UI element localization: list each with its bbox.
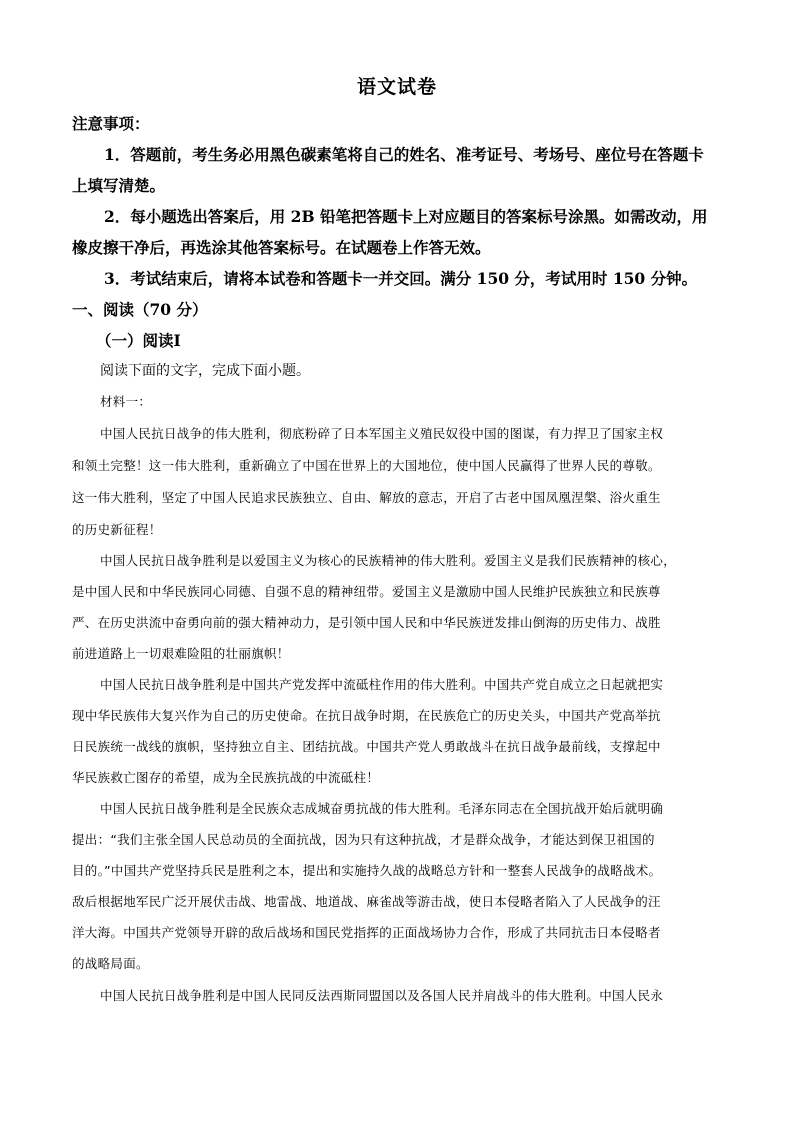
passage-line: 的历史新征程！	[72, 522, 162, 537]
passage-line: 现中华民族伟大复兴作为自己的历史使命。在抗日战争时期，在民族危亡的历史关头，中国共产党高举抗	[72, 708, 661, 723]
notice-line: 3．考试结束后，请将本试卷和答题卡一并交回。满分 150 分，考试用时 150 分钟。	[104, 269, 698, 288]
document-title: 语文试卷	[356, 76, 437, 98]
passage-line: 和领土完整！这一伟大胜利，重新确立了中国在世界上的大国地位，使中国人民赢得了世界人民的尊敬。	[72, 458, 661, 473]
passage-line: 是中国人民和中华民族同心同德、自强不息的精神纽带。爱国主义是激励中国人民维护民族独立和民族尊	[72, 584, 661, 599]
material-label: 材料一：	[100, 394, 152, 409]
notice-heading: 注意事项：	[72, 114, 150, 133]
passage-line: 目的。”中国共产党坚持兵民是胜利之本，提出和实施持久战的战略总方针和一整套人民战争的战略战术。	[72, 863, 662, 878]
passage-line: 敌后根据地军民广泛开展伏击战、地雷战、地道战、麻雀战等游击战，使日本侵略者陷入了人民战争的汪	[72, 894, 661, 909]
passage-line: 中国人民抗日战争胜利是中国共产党发挥中流砥柱作用的伟大胜利。中国共产党自成立之日起就把实	[100, 677, 664, 692]
instruction: 阅读下面的文字，完成下面小题。	[100, 363, 310, 379]
passage-line: 中国人民抗日战争胜利是以爱国主义为核心的民族精神的伟大胜利。爱国主义是我们民族精神的核心，	[100, 553, 677, 568]
notice-line: 橡皮擦干净后，再选涂其他答案标号。在试题卷上作答无效。	[72, 238, 491, 257]
passage-line: 提出：“我们主张全国人民总动员的全面抗战，因为只有这种抗战，才是群众战争，才能达到保卫祖国的	[72, 832, 655, 847]
passage-line: 中国人民抗日战争的伟大胜利，彻底粉碎了日本军国主义殖民奴役中国的图谋，有力捍卫了国家主权	[100, 426, 664, 441]
notice-line: 2．每小题选出答案后，用 2B 铅笔把答题卡上对应题目的答案标号涂黑。如需改动，用	[104, 207, 708, 226]
passage-line: 华民族救亡图存的希望，成为全民族抗战的中流砥柱！	[72, 770, 380, 785]
passage-line: 这一伟大胜利，坚定了中国人民追求民族独立、自由、解放的意志，开启了古老中国凤凰涅槃、浴火重生	[72, 490, 661, 505]
passage-line: 日民族统一战线的旗帜，坚持独立自主、团结抗战。中国共产党人勇敢战斗在抗日战争最前线，支撑起中	[72, 739, 661, 754]
passage-line: 的战略局面。	[72, 956, 149, 971]
notice-line: 1．答题前，考生务必用黑色碳素笔将自己的姓名、准考证号、考场号、座位号在答题卡	[104, 145, 704, 164]
passage-line: 洋大海。中国共产党领导开辟的敌后战场和国民党指挥的正面战场协力合作，形成了共同抗击日本侵略者	[72, 925, 661, 940]
subsection-heading: （一）阅读Ⅰ	[96, 331, 181, 350]
passage-line: 严、在历史洪流中奋勇向前的强大精神动力，是引领中国人民和中华民族迸发排山倒海的历史伟力、战胜	[72, 615, 661, 630]
notice-line: 上填写清楚。	[72, 176, 166, 195]
section-heading: 一、阅读（70 分）	[72, 300, 208, 319]
passage-line: 中国人民抗日战争胜利是中国人民同反法西斯同盟国以及各国人民并肩战斗的伟大胜利。中国人民永	[100, 988, 664, 1003]
passage-line: 中国人民抗日战争胜利是全民族众志成城奋勇抗战的伟大胜利。毛泽东同志在全国抗战开始后就明确	[100, 801, 664, 816]
passage-line: 前进道路上一切艰难险阻的壮丽旗帜！	[72, 646, 290, 661]
